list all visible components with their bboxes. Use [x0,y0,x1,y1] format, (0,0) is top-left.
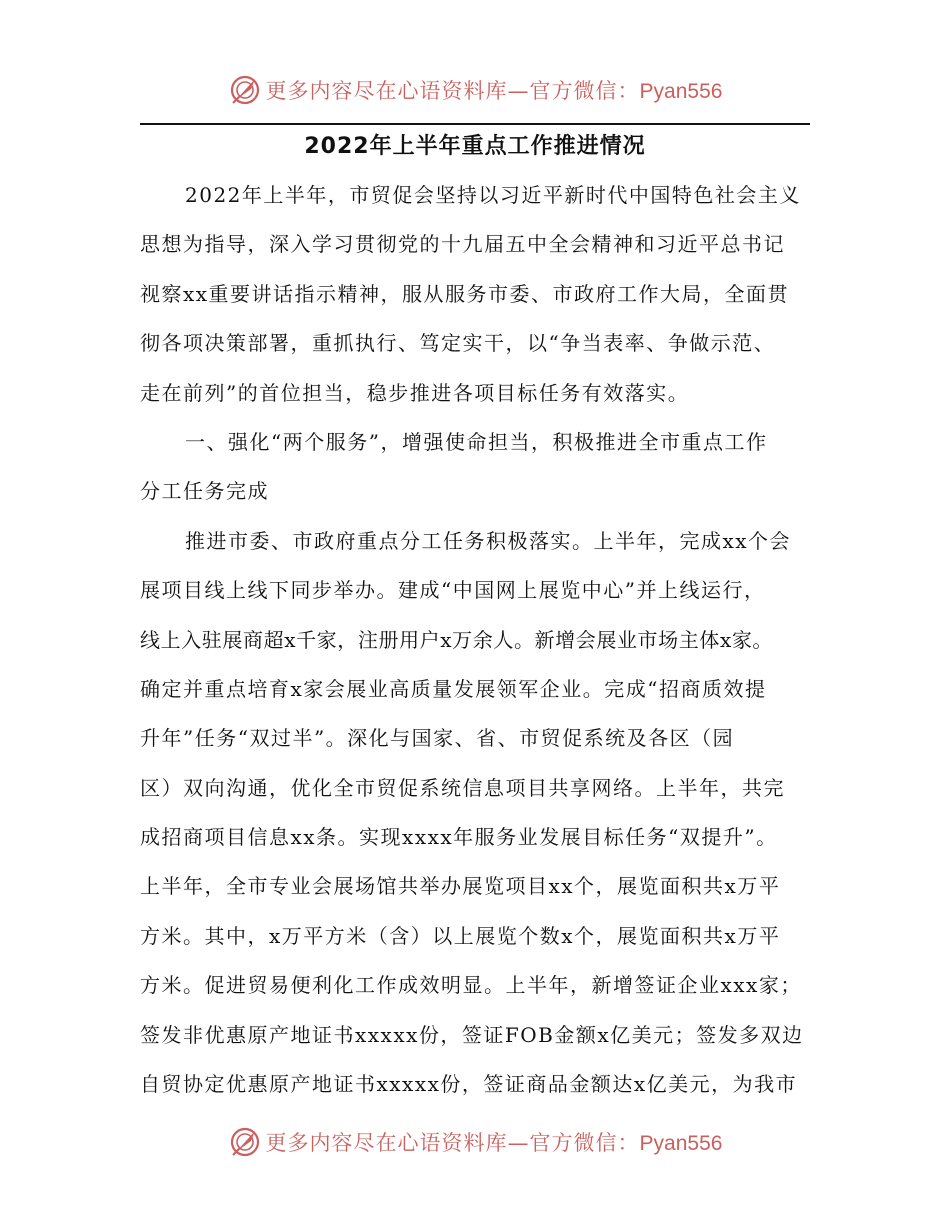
watermark-banner-bottom [0,1122,950,1162]
body-line: 走在前列”的首位担当，稳步推进各项目标任务有效落实。 [140,380,690,405]
quill-logo-icon [228,1125,262,1159]
body-line: 方米。其中，x万平方米（含）以上展览个数x个，展览面积共x万平 [140,923,781,948]
watermark-text: 更多内容尽在心语资料库—官方微信：Pyan556 [265,1131,723,1155]
body-line: 自贸协定优惠原产地证书xxxxx份，签证商品金额达x亿美元，为我市 [140,1072,798,1097]
document-body [140,177,830,1115]
body-line: 彻各项决策部署，重抓执行、笃定实干，以“争当表率、争做示范、 [140,331,776,356]
body-line: 思想为指导，深入学习贯彻党的十九届五中全会精神和习近平总书记 [140,232,785,257]
body-line: 签发非优惠原产地证书xxxxx份，签证FOB金额x亿美元；签发多双边 [140,1022,804,1047]
body-line: 推进市委、市政府重点分工任务积极落实。上半年，完成xx个会 [185,528,792,553]
watermark-banner-top [0,70,950,110]
body-line: 2022年上半年，市贸促会坚持以习近平新时代中国特色社会主义 [185,183,801,207]
document-title: 2022年上半年重点工作推进情况 [304,134,646,159]
section-heading-line: 一、强化“两个服务”，增强使命担当，积极推进全市重点工作 [185,429,768,454]
body-line: 区）双向沟通，优化全市贸促系统信息项目共享网络。上半年，共完 [140,775,785,800]
body-line: 成招商项目信息xx条。实现xxxx年服务业发展目标任务“双提升”。 [140,825,778,850]
body-line: 线上入驻展商超x千家，注册用户x万余人。新增会展业市场主体x家。 [140,627,774,652]
header-rule [140,123,810,125]
section-heading-line: 分工任务完成 [140,479,269,504]
body-line: 升年”任务“双过半”。深化与国家、省、市贸促系统及各区（园 [140,726,735,751]
body-line: 方米。促进贸易便利化工作成效明显。上半年，新增签证企业xxx家； [140,973,802,998]
body-line: 确定并重点培育x家会展业高质量发展领军企业。完成“招商质效提 [140,676,767,701]
body-line: 展项目线上线下同步举办。建成“中国网上展览中心”并上线运行， [140,578,766,603]
body-line: 上半年，全市专业会展场馆共举办展览项目xx个，展览面积共x万平 [140,874,781,899]
body-line: 视察xx重要讲话指示精神，服从服务市委、市政府工作大局，全面贯 [140,281,790,306]
quill-logo-icon [228,73,262,107]
watermark-text: 更多内容尽在心语资料库—官方微信：Pyan556 [265,79,723,103]
